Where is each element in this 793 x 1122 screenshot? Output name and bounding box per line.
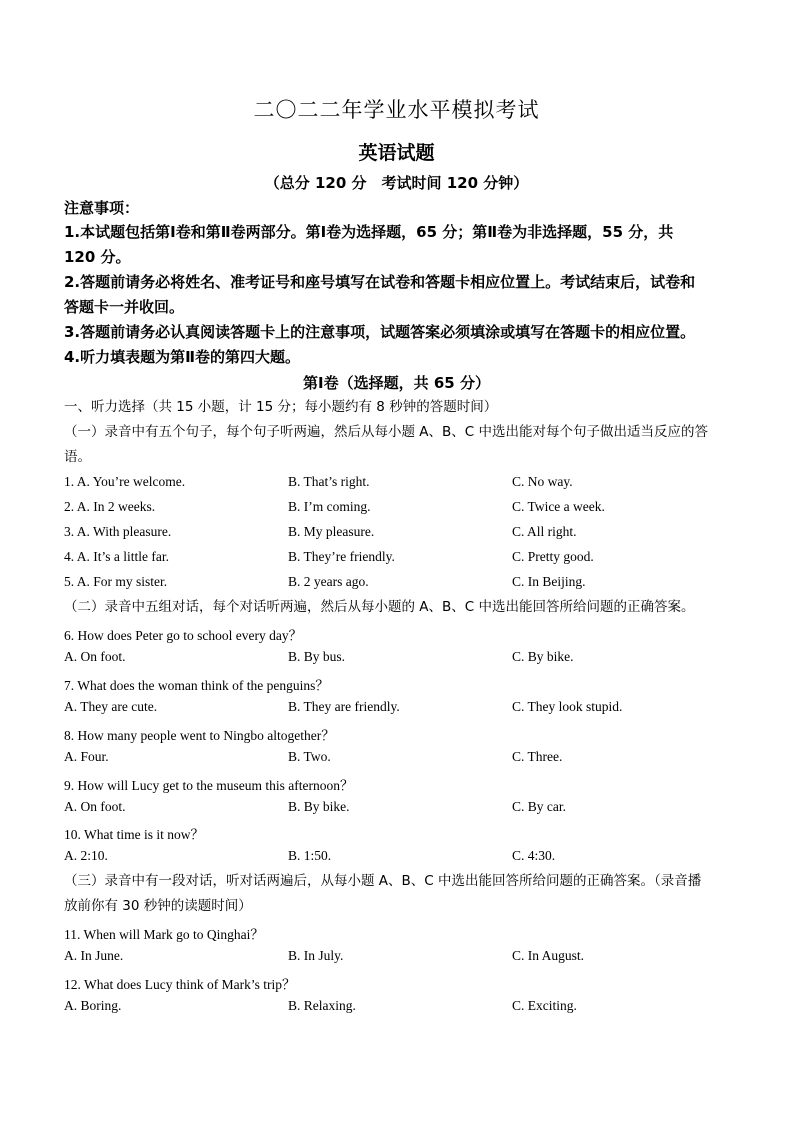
question-5 <box>64 574 744 596</box>
q9-option-b: B. By bike. <box>288 799 350 814</box>
q10-option-c: C. 4:30. <box>512 848 556 863</box>
question-6-options <box>64 649 744 671</box>
subsection-2-instruction: （二）录音中五组对话，每个对话听两遍，然后从每小题的 A、B、C 中选出能回答所给问题的正确答案。 <box>64 599 695 615</box>
q4-option-a: 4. A. It’s a little far. <box>64 549 169 564</box>
q7-option-a: A. They are cute. <box>64 699 158 714</box>
question-7-options <box>64 699 744 721</box>
q8-option-b: B. Two. <box>288 749 331 764</box>
exam-meta: （总分 120 分 考试时间 120 分钟） <box>264 174 529 192</box>
notice-item-2-line-1: 2.答题前请务必将姓名、准考证号和座号填写在试卷和答题卡相应位置上。考试结束后，试卷和 <box>64 273 696 291</box>
question-11-options <box>64 948 744 970</box>
notice-item-4: 4.听力填表题为第Ⅱ卷的第四大题。 <box>64 348 301 366</box>
q6-option-c: C. By bike. <box>512 649 574 664</box>
q7-stem: 7. What does the woman think of the penguins？ <box>64 678 329 693</box>
question-10-options <box>64 848 744 870</box>
question-2 <box>64 499 744 521</box>
q4-option-c: C. Pretty good. <box>512 549 594 564</box>
question-4 <box>64 549 744 571</box>
q3-option-a: 3. A. With pleasure. <box>64 524 172 539</box>
q9-option-c: C. By car. <box>512 799 566 814</box>
notice-item-3: 3.答题前请务必认真阅读答题卡上的注意事项，试题答案必须填涂或填写在答题卡的相应位置。 <box>64 323 696 341</box>
q11-option-c: C. In August. <box>512 948 585 963</box>
q8-option-c: C. Three. <box>512 749 563 764</box>
question-8-options <box>64 749 744 771</box>
q1-option-b: B. That’s right. <box>288 474 370 489</box>
subsection-1-instruction-line-2: 语。 <box>64 449 91 465</box>
q12-option-b: B. Relaxing. <box>288 998 356 1013</box>
q7-option-b: B. They are friendly. <box>288 699 400 714</box>
q2-option-c: C. Twice a week. <box>512 499 605 514</box>
q6-option-a: A. On foot. <box>64 649 126 664</box>
subject-title: 英语试题 <box>358 142 435 164</box>
q11-option-a: A. In June. <box>64 948 124 963</box>
notice-item-1-line-2: 120 分。 <box>64 248 131 266</box>
q4-option-b: B. They’re friendly. <box>288 549 395 564</box>
q11-option-b: B. In July. <box>288 948 344 963</box>
q8-stem: 8. How many people went to Ningbo altogether？ <box>64 728 335 743</box>
q5-option-c: C. In Beijing. <box>512 574 586 589</box>
q9-option-a: A. On foot. <box>64 799 126 814</box>
q12-option-c: C. Exciting. <box>512 998 577 1013</box>
section-1-title: 一、听力选择（共 15 小题，计 15 分；每小题约有 8 秒钟的答题时间） <box>64 399 498 415</box>
exam-title: 二〇二二年学业水平模拟考试 <box>253 98 540 122</box>
q6-option-b: B. By bus. <box>288 649 346 664</box>
question-1 <box>64 474 744 496</box>
q12-option-a: A. Boring. <box>64 998 122 1013</box>
q1-option-a: 1. A. You’re welcome. <box>64 474 186 489</box>
q10-option-b: B. 1:50. <box>288 848 332 863</box>
question-3 <box>64 524 744 546</box>
q9-stem: 9. How will Lucy get to the museum this afternoon？ <box>64 778 354 793</box>
q10-stem: 10. What time is it now？ <box>64 827 204 842</box>
notice-item-2-line-2: 答题卡一并收回。 <box>64 298 185 316</box>
q3-option-c: C. All right. <box>512 524 577 539</box>
q8-option-a: A. Four. <box>64 749 109 764</box>
q2-option-b: B. I’m coming. <box>288 499 371 514</box>
question-12-options <box>64 998 744 1020</box>
q5-option-a: 5. A. For my sister. <box>64 574 168 589</box>
subsection-3-instruction-line-2: 放前你有 30 秒钟的读题时间） <box>64 898 252 914</box>
q7-option-c: C. They look stupid. <box>512 699 623 714</box>
question-9-options <box>64 799 744 821</box>
notice-item-1-line-1: 1.本试题包括第Ⅰ卷和第Ⅱ卷两部分。第Ⅰ卷为选择题，65 分；第Ⅱ卷为非选择题，55 分，共 <box>64 223 674 241</box>
q2-option-a: 2. A. In 2 weeks. <box>64 499 156 514</box>
q11-stem: 11. When will Mark go to Qinghai？ <box>64 927 264 942</box>
q12-stem: 12. What does Lucy think of Mark’s trip？ <box>64 977 296 992</box>
q10-option-a: A. 2:10. <box>64 848 108 863</box>
q6-stem: 6. How does Peter go to school every day？ <box>64 628 303 643</box>
q1-option-c: C. No way. <box>512 474 573 489</box>
subsection-3-instruction-line-1: （三）录音中有一段对话，听对话两遍后，从每小题 A、B、C 中选出能回答所给问题的正确答案。（录音播 <box>64 873 702 889</box>
part-1-title: 第Ⅰ卷（选择题，共 65 分） <box>303 374 490 392</box>
subsection-1-instruction-line-1: （一）录音中有五个句子，每个句子听两遍，然后从每小题 A、B、C 中选出能对每个句子做出适当反应的答 <box>64 424 709 440</box>
q3-option-b: B. My pleasure. <box>288 524 375 539</box>
q5-option-b: B. 2 years ago. <box>288 574 369 589</box>
notice-heading: 注意事项： <box>64 199 140 217</box>
